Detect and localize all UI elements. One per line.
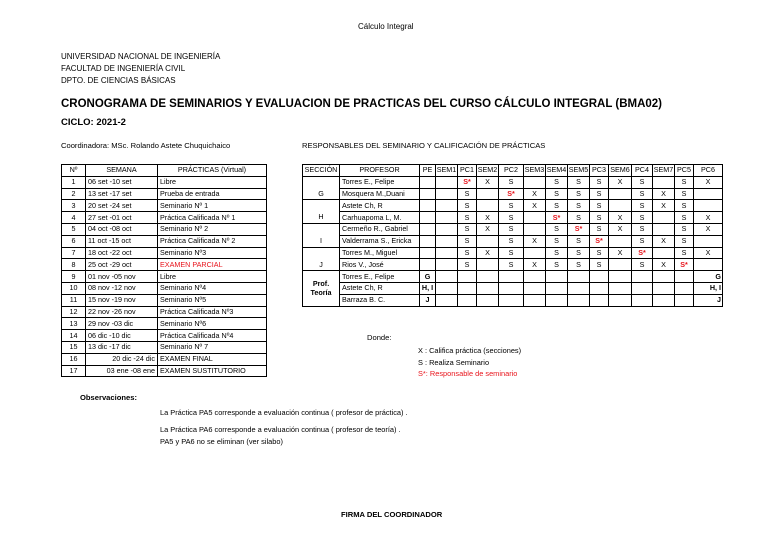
grade-cell bbox=[524, 282, 546, 294]
professor-name: Rios V., José bbox=[340, 259, 420, 271]
week-number: 13 bbox=[62, 318, 86, 330]
grade-cell: S bbox=[675, 212, 694, 224]
faculty-name: FACULTAD DE INGENIERÍA CIVIL bbox=[61, 64, 186, 73]
grade-cell bbox=[524, 212, 546, 224]
grade-cell: S bbox=[675, 200, 694, 212]
grade-cell: S bbox=[675, 247, 694, 259]
grade-cell: S bbox=[568, 200, 590, 212]
theory-label-line-2: Teoría bbox=[310, 288, 332, 298]
document-title: CRONOGRAMA DE SEMINARIOS Y EVALUACION DE PRACTICAS DEL CURSO CÁLCULO INTEGRAL (BMA02) bbox=[61, 98, 663, 110]
week-activity: Seminario Nº4 bbox=[158, 282, 267, 294]
grade-cell bbox=[436, 188, 458, 200]
grade-cell: S bbox=[499, 223, 524, 235]
responsibles-row bbox=[303, 188, 723, 200]
week-activity: Seminario Nº3 bbox=[158, 247, 267, 259]
responsibles-header-cell: PC3 bbox=[590, 165, 609, 177]
page-header: Cálculo Integral bbox=[358, 22, 414, 31]
schedule-row bbox=[62, 365, 267, 377]
schedule-row bbox=[62, 200, 267, 212]
grade-cell: X bbox=[609, 223, 632, 235]
schedule-row bbox=[62, 223, 267, 235]
grade-cell: S bbox=[499, 259, 524, 271]
responsibles-header-cell: PROFESOR bbox=[340, 165, 420, 177]
week-number: 7 bbox=[62, 247, 86, 259]
schedule-row bbox=[62, 294, 267, 306]
grade-cell bbox=[568, 294, 590, 306]
theory-section-label bbox=[303, 271, 340, 306]
grade-cell: S bbox=[546, 235, 568, 247]
grade-cell: S bbox=[546, 176, 568, 188]
grade-cell: S* bbox=[590, 235, 609, 247]
week-number: 8 bbox=[62, 259, 86, 271]
grade-cell bbox=[653, 212, 675, 224]
grade-cell bbox=[499, 271, 524, 283]
grade-cell: S bbox=[590, 188, 609, 200]
responsibles-header-cell: PC6 bbox=[694, 165, 723, 177]
grade-cell: S bbox=[499, 247, 524, 259]
week-range: 06 set -10 set bbox=[86, 176, 158, 188]
week-number: 10 bbox=[62, 282, 86, 294]
week-range: 13 dic -17 dic bbox=[86, 341, 158, 353]
grade-cell bbox=[675, 294, 694, 306]
week-range: 04 oct -08 oct bbox=[86, 223, 158, 235]
grade-cell bbox=[546, 282, 568, 294]
responsibles-header-cell: SEM4 bbox=[546, 165, 567, 175]
grade-cell: S bbox=[546, 188, 568, 200]
observations-title: Observaciones: bbox=[80, 393, 137, 402]
grade-cell: S bbox=[458, 200, 477, 212]
grade-cell: S bbox=[499, 200, 524, 212]
section-cell: H bbox=[303, 212, 340, 224]
week-range: 01 nov -05 nov bbox=[86, 271, 158, 283]
responsibles-header-cell: SEM6 bbox=[610, 165, 630, 175]
theory-row bbox=[303, 282, 723, 294]
section-cell bbox=[303, 223, 340, 235]
week-number: 3 bbox=[62, 200, 86, 212]
schedule-row bbox=[62, 176, 267, 188]
grade-cell bbox=[477, 282, 499, 294]
week-range: 18 oct -22 oct bbox=[86, 247, 158, 259]
grade-cell bbox=[632, 282, 653, 294]
pe-cell bbox=[420, 212, 436, 224]
legend-item-s: S : Realiza Seminario bbox=[418, 358, 490, 367]
grade-cell bbox=[524, 176, 546, 188]
grade-cell: S bbox=[499, 235, 524, 247]
grade-cell bbox=[499, 282, 524, 294]
schedule-header-activity: PRÁCTICAS (Virtual) bbox=[158, 165, 267, 177]
grade-cell bbox=[436, 212, 458, 224]
grade-cell: X bbox=[653, 188, 675, 200]
grade-cell bbox=[524, 223, 546, 235]
grade-cell: S* bbox=[499, 188, 524, 200]
grade-cell bbox=[477, 200, 499, 212]
week-range: 20 set -24 set bbox=[86, 200, 158, 212]
theory-row bbox=[303, 271, 723, 283]
grade-cell bbox=[436, 282, 458, 294]
grade-cell bbox=[653, 282, 675, 294]
pe-cell bbox=[420, 247, 436, 259]
grade-cell bbox=[458, 271, 477, 283]
week-activity: EXAMEN PARCIAL bbox=[158, 259, 267, 271]
grade-cell: S bbox=[632, 212, 653, 224]
schedule-row bbox=[62, 259, 267, 271]
responsibles-heading: RESPONSABLES DEL SEMINARIO Y CALIFICACIÓN DE PRÁCTICAS bbox=[302, 141, 546, 150]
week-range: 29 nov -03 dic bbox=[86, 318, 158, 330]
grade-cell: S bbox=[499, 176, 524, 188]
week-number: 15 bbox=[62, 341, 86, 353]
schedule-row bbox=[62, 271, 267, 283]
week-number: 1 bbox=[62, 176, 86, 188]
week-number: 5 bbox=[62, 223, 86, 235]
week-activity: EXAMEN FINAL bbox=[158, 353, 267, 365]
week-activity: Seminario Nº 1 bbox=[158, 200, 267, 212]
grade-cell: S* bbox=[675, 259, 694, 271]
theory-pe-cell: G bbox=[420, 271, 436, 283]
grade-cell: X bbox=[477, 247, 499, 259]
grade-cell bbox=[609, 259, 632, 271]
pe-cell bbox=[420, 223, 436, 235]
professor-name: Torres M., Miguel bbox=[340, 247, 420, 259]
schedule-header-n: Nº bbox=[62, 165, 86, 177]
week-range: 27 set -01 oct bbox=[86, 212, 158, 224]
week-range: 25 oct -29 oct bbox=[86, 259, 158, 271]
pe-cell bbox=[420, 176, 436, 188]
week-activity: Seminario Nº5 bbox=[158, 294, 267, 306]
grade-cell: S bbox=[546, 259, 568, 271]
responsibles-row bbox=[303, 212, 723, 224]
grade-cell bbox=[675, 271, 694, 283]
responsibles-row bbox=[303, 259, 723, 271]
responsibles-header-cell: SEM3 bbox=[524, 165, 545, 175]
department-name: DPTO. DE CIENCIAS BÁSICAS bbox=[61, 76, 176, 85]
week-activity: Práctica Calificada Nº 1 bbox=[158, 212, 267, 224]
grade-cell bbox=[653, 271, 675, 283]
week-number: 9 bbox=[62, 271, 86, 283]
week-number: 16 bbox=[62, 353, 86, 365]
theory-professor-name: Astete Ch, R bbox=[340, 282, 420, 294]
grade-cell bbox=[675, 282, 694, 294]
schedule-row bbox=[62, 341, 267, 353]
grade-cell bbox=[653, 294, 675, 306]
professor-name: Torres E., Felipe bbox=[340, 176, 420, 188]
responsibles-header-cell: PC1 bbox=[458, 165, 477, 177]
responsibles-header-cell: PC4 bbox=[632, 165, 653, 177]
week-number: 2 bbox=[62, 188, 86, 200]
schedule-row bbox=[62, 247, 267, 259]
schedule-row bbox=[62, 306, 267, 318]
grade-cell bbox=[477, 235, 499, 247]
week-activity: EXAMEN SUSTITUTORIO bbox=[158, 365, 267, 377]
week-number: 11 bbox=[62, 294, 86, 306]
schedule-row bbox=[62, 318, 267, 330]
theory-label-line-1: Prof. bbox=[312, 279, 330, 289]
grade-cell bbox=[653, 223, 675, 235]
week-activity: Práctica Calificada Nº4 bbox=[158, 330, 267, 342]
grade-cell: S bbox=[675, 235, 694, 247]
observation-line-1: La Práctica PA5 corresponde a evaluación continua ( profesor de práctica) . bbox=[160, 408, 408, 417]
grade-cell: S bbox=[546, 247, 568, 259]
grade-cell bbox=[590, 294, 609, 306]
grade-cell bbox=[590, 271, 609, 283]
week-range: 03 ene -08 ene bbox=[86, 365, 158, 377]
responsibles-table bbox=[302, 164, 723, 307]
grade-cell: S bbox=[458, 235, 477, 247]
grade-cell: S* bbox=[632, 247, 653, 259]
grade-cell: X bbox=[524, 259, 546, 271]
grade-cell: S bbox=[590, 247, 609, 259]
grade-cell: S bbox=[568, 176, 590, 188]
week-range: 13 set -17 set bbox=[86, 188, 158, 200]
grade-cell bbox=[436, 235, 458, 247]
grade-cell bbox=[694, 188, 723, 200]
schedule-header-week: SEMANA bbox=[86, 165, 158, 177]
signature-label: FIRMA DEL COORDINADOR bbox=[341, 510, 443, 519]
grade-cell bbox=[477, 294, 499, 306]
professor-name: Cermeño R., Gabriel bbox=[340, 223, 420, 235]
legend-item-s-star: S*: Responsable de seminario bbox=[418, 369, 518, 378]
week-activity: Práctica Calificada Nº3 bbox=[158, 306, 267, 318]
schedule-header-row bbox=[62, 165, 267, 177]
grade-cell: X bbox=[477, 176, 499, 188]
coordinator-label: Coordinadora: MSc. Rolando Astete Chuquichaico bbox=[61, 141, 231, 150]
schedule-row bbox=[62, 235, 267, 247]
pe-cell bbox=[420, 200, 436, 212]
grade-cell bbox=[524, 294, 546, 306]
grade-cell: S bbox=[632, 235, 653, 247]
section-cell bbox=[303, 200, 340, 212]
grade-cell bbox=[653, 176, 675, 188]
grade-cell bbox=[524, 247, 546, 259]
legend-title: Donde: bbox=[367, 333, 392, 342]
week-activity: Prueba de entrada bbox=[158, 188, 267, 200]
grade-cell bbox=[436, 271, 458, 283]
week-activity: Práctica Calificada Nº 2 bbox=[158, 235, 267, 247]
section-cell: I bbox=[303, 235, 340, 247]
grade-cell: X bbox=[609, 212, 632, 224]
week-number: 4 bbox=[62, 212, 86, 224]
responsibles-row bbox=[303, 247, 723, 259]
grade-cell bbox=[546, 294, 568, 306]
grade-cell: S bbox=[675, 188, 694, 200]
pe-cell bbox=[420, 188, 436, 200]
week-range: 06 dic -10 dic bbox=[86, 330, 158, 342]
grade-cell: X bbox=[477, 223, 499, 235]
section-cell bbox=[303, 247, 340, 259]
professor-name: Carhuapoma L, M. bbox=[340, 212, 420, 224]
section-cell bbox=[303, 176, 340, 188]
schedule-row bbox=[62, 188, 267, 200]
grade-cell: X bbox=[609, 247, 632, 259]
grade-cell: S bbox=[458, 212, 477, 224]
professor-name: Mosquera M.,Duani bbox=[340, 188, 420, 200]
schedule-table bbox=[61, 164, 267, 377]
week-number: 14 bbox=[62, 330, 86, 342]
grade-cell bbox=[694, 259, 723, 271]
grade-cell: S bbox=[590, 223, 609, 235]
grade-cell bbox=[609, 294, 632, 306]
grade-cell bbox=[546, 271, 568, 283]
grade-cell bbox=[477, 271, 499, 283]
grade-cell: S bbox=[632, 223, 653, 235]
grade-cell: X bbox=[477, 212, 499, 224]
week-range: 15 nov -19 nov bbox=[86, 294, 158, 306]
grade-cell bbox=[694, 235, 723, 247]
grade-cell: S* bbox=[546, 212, 568, 224]
theory-pc6-cell: G bbox=[694, 271, 723, 283]
responsibles-header-cell: SEM7 bbox=[653, 165, 674, 175]
grade-cell: X bbox=[524, 188, 546, 200]
grade-cell: S* bbox=[568, 223, 590, 235]
theory-pe-cell: H, I bbox=[420, 282, 436, 294]
responsibles-row bbox=[303, 176, 723, 188]
responsibles-header-cell: SECCIÓN bbox=[303, 165, 340, 177]
grade-cell bbox=[477, 259, 499, 271]
theory-pc6-cell: J bbox=[694, 294, 723, 306]
grade-cell: X bbox=[694, 247, 723, 259]
grade-cell bbox=[477, 188, 499, 200]
grade-cell bbox=[458, 294, 477, 306]
grade-cell: X bbox=[653, 235, 675, 247]
grade-cell: S bbox=[568, 188, 590, 200]
grade-cell: S* bbox=[458, 176, 477, 188]
week-activity: Seminario Nº 2 bbox=[158, 223, 267, 235]
week-range: 08 nov -12 nov bbox=[86, 282, 158, 294]
institution-block bbox=[61, 51, 220, 87]
theory-professor-name: Torres E., Felipe bbox=[340, 271, 420, 283]
week-activity: Libre bbox=[158, 271, 267, 283]
grade-cell bbox=[609, 200, 632, 212]
grade-cell bbox=[436, 259, 458, 271]
grade-cell: X bbox=[609, 176, 632, 188]
theory-professor-name: Barraza B. C. bbox=[340, 294, 420, 306]
responsibles-row bbox=[303, 223, 723, 235]
grade-cell: S bbox=[458, 259, 477, 271]
grade-cell: S bbox=[632, 259, 653, 271]
grade-cell: X bbox=[653, 259, 675, 271]
responsibles-row bbox=[303, 200, 723, 212]
responsibles-header-cell: PC2 bbox=[499, 165, 524, 177]
grade-cell bbox=[436, 200, 458, 212]
responsibles-header-cell: PC5 bbox=[675, 165, 694, 177]
professor-name: Astete Ch, R bbox=[340, 200, 420, 212]
responsibles-row bbox=[303, 235, 723, 247]
week-range: 22 nov -26 nov bbox=[86, 306, 158, 318]
grade-cell: S bbox=[546, 200, 568, 212]
grade-cell: S bbox=[632, 188, 653, 200]
grade-cell: S bbox=[590, 176, 609, 188]
section-cell: G bbox=[303, 188, 340, 200]
grade-cell: S bbox=[458, 223, 477, 235]
legend-item-x: X : Califica práctica (secciones) bbox=[418, 346, 522, 355]
grade-cell: S bbox=[546, 223, 568, 235]
section-cell: J bbox=[303, 259, 340, 271]
schedule-row bbox=[62, 353, 267, 365]
responsibles-header-row bbox=[303, 165, 723, 177]
grade-cell: S bbox=[568, 212, 590, 224]
grade-cell: X bbox=[694, 212, 723, 224]
grade-cell: S bbox=[499, 212, 524, 224]
grade-cell: X bbox=[524, 235, 546, 247]
grade-cell bbox=[653, 247, 675, 259]
grade-cell: S bbox=[568, 247, 590, 259]
week-activity: Seminario Nº6 bbox=[158, 318, 267, 330]
grade-cell bbox=[568, 282, 590, 294]
grade-cell: S bbox=[632, 176, 653, 188]
grade-cell bbox=[609, 235, 632, 247]
grade-cell bbox=[632, 294, 653, 306]
grade-cell: S bbox=[675, 223, 694, 235]
grade-cell bbox=[524, 271, 546, 283]
grade-cell: S bbox=[632, 200, 653, 212]
grade-cell: S bbox=[458, 188, 477, 200]
grade-cell bbox=[458, 282, 477, 294]
grade-cell bbox=[436, 223, 458, 235]
grade-cell: S bbox=[590, 200, 609, 212]
week-range: 20 dic -24 dic bbox=[86, 353, 158, 365]
professor-name: Valderrama S., Ericka bbox=[340, 235, 420, 247]
grade-cell: S bbox=[675, 176, 694, 188]
grade-cell bbox=[609, 271, 632, 283]
week-range: 11 oct -15 oct bbox=[86, 235, 158, 247]
university-name: UNIVERSIDAD NACIONAL DE INGENIERÍA bbox=[61, 52, 221, 61]
grade-cell bbox=[499, 294, 524, 306]
grade-cell bbox=[568, 271, 590, 283]
week-number: 17 bbox=[62, 365, 86, 377]
responsibles-header-cell: SEM1 bbox=[436, 165, 457, 175]
week-number: 6 bbox=[62, 235, 86, 247]
observation-line-2: La Práctica PA6 corresponde a evaluación continua ( profesor de teoría) . bbox=[160, 425, 401, 434]
grade-cell bbox=[436, 176, 458, 188]
observation-line-3: PA5 y PA6 no se eliminan (ver silabo) bbox=[160, 437, 283, 446]
responsibles-header-cell: SEM5 bbox=[568, 165, 589, 175]
grade-cell: S bbox=[458, 247, 477, 259]
schedule-row bbox=[62, 282, 267, 294]
responsibles-header-cell: PE bbox=[420, 165, 436, 177]
grade-cell: S bbox=[590, 212, 609, 224]
theory-row bbox=[303, 294, 723, 306]
grade-cell bbox=[609, 188, 632, 200]
grade-cell: X bbox=[653, 200, 675, 212]
week-activity: Libre bbox=[158, 176, 267, 188]
grade-cell: X bbox=[694, 223, 723, 235]
grade-cell: X bbox=[524, 200, 546, 212]
grade-cell bbox=[436, 294, 458, 306]
grade-cell bbox=[632, 271, 653, 283]
grade-cell bbox=[590, 282, 609, 294]
pe-cell bbox=[420, 259, 436, 271]
schedule-row bbox=[62, 330, 267, 342]
grade-cell: S bbox=[568, 235, 590, 247]
week-number: 12 bbox=[62, 306, 86, 318]
week-activity: Seminario Nº 7 bbox=[158, 341, 267, 353]
theory-pc6-cell: H, I bbox=[694, 282, 723, 294]
grade-cell: S bbox=[568, 259, 590, 271]
grade-cell: S bbox=[590, 259, 609, 271]
grade-cell: X bbox=[694, 176, 723, 188]
grade-cell bbox=[436, 247, 458, 259]
grade-cell bbox=[609, 282, 632, 294]
grade-cell bbox=[694, 200, 723, 212]
theory-pe-cell: J bbox=[420, 294, 436, 306]
schedule-row bbox=[62, 212, 267, 224]
cycle-label: CICLO: 2021-2 bbox=[61, 117, 126, 128]
responsibles-header-cell: SEM2 bbox=[477, 165, 498, 175]
pe-cell bbox=[420, 235, 436, 247]
